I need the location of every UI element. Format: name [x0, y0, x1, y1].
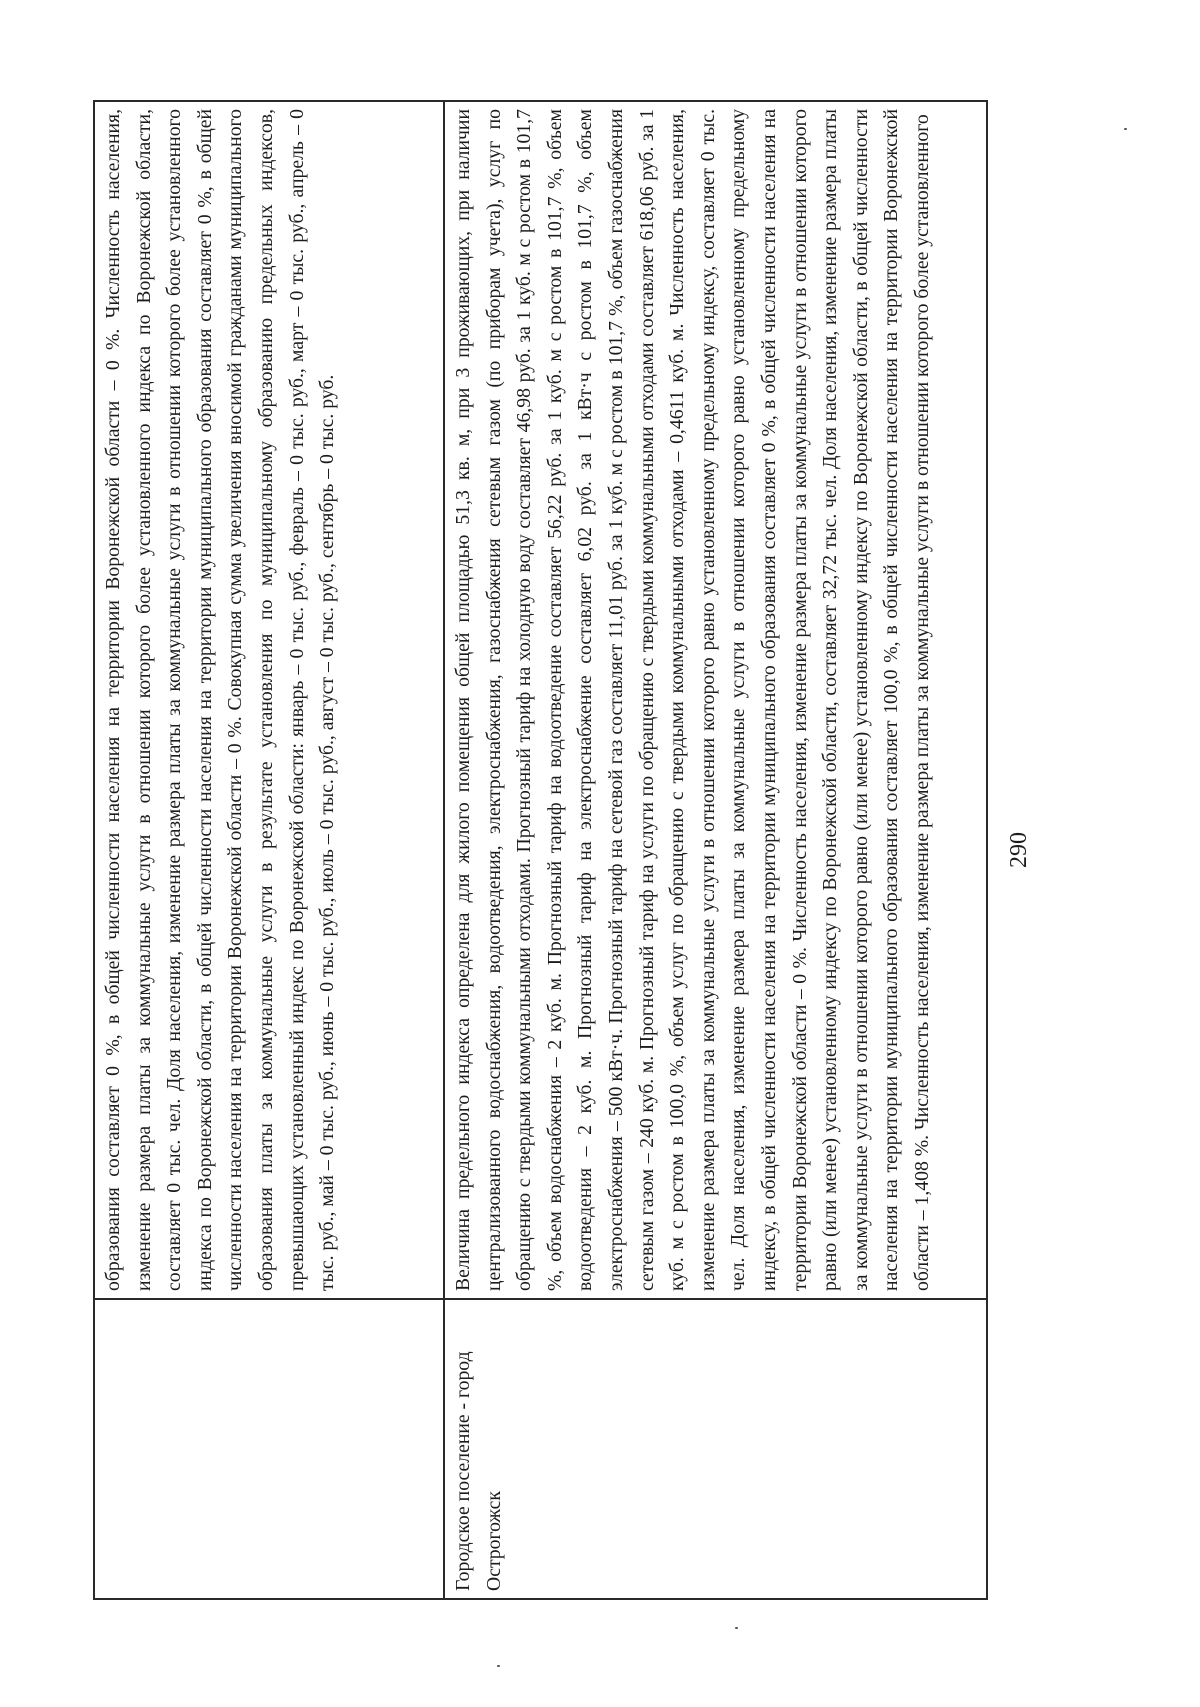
table-row	[94, 101, 444, 1599]
page-number: 290	[1006, 832, 1032, 868]
description-cell: образования составляет 0 %, в общей численности населения на территории Воронежской области – 0 %. Численность населения, изменение размера платы за коммунальные услуги в отношении которого более установленного индекса по Воронежской области, составляет 0 тыс. чел. Доля населения, изменение размера платы за коммунальные услуги в отношении которого более установленного индекса по Воронежской области, в общей численности населения на территории муниципального образования составляет 0 %, в общей численности населения на территории Воронежской области – 0 %. Совокупная сумма увеличения вносимой гражданами муниципального образования платы за коммунальные услуги в результате установления по муниципальному образованию предельных индексов, превышающих установленный индекс по Воронежской области: январь – 0 тыс. руб., февраль – 0 тыс. руб., март – 0 тыс. руб., апрель – 0 тыс. руб., май – 0 тыс. руб., июнь – 0 тыс. руб., июль – 0 тыс. руб., август – 0 тыс. руб., сентябрь – 0 тыс. руб.	[94, 101, 444, 1299]
tariff-table	[93, 100, 988, 1600]
municipality-cell	[94, 1299, 444, 1599]
scan-speck	[735, 1627, 738, 1629]
scanned-page	[93, 100, 1098, 1600]
table-row	[444, 101, 987, 1599]
municipality-cell: Городское поселение - город Острогожск	[444, 1299, 987, 1599]
scan-speck	[497, 1665, 500, 1667]
description-cell: Величина предельного индекса определена для жилого помещения общей площадью 51,3 кв. м, при 3 проживающих, при наличии централизованного водоснабжения, водоотведения, электроснабжения, газоснабжения сетевым газом (по приборам учета), услуг по обращению с твердыми коммунальными отходами. Прогнозный тариф на холодную воду составляет 46,98 руб. за 1 куб. м с ростом в 101,7 %, объем водоснабжения – 2 куб. м. Прогнозный тариф на водоотведение составляет 56,22 руб. за 1 куб. м с ростом в 101,7 %, объем водоотведения – 2 куб. м. Прогнозный тариф на электроснабжение составляет 6,02 руб. за 1 кВт·ч с ростом в 101,7 %, объем электроснабжения – 500 кВт·ч. Прогнозный тариф на сетевой газ составляет 11,01 руб. за 1 куб. м с ростом в 101,7 %, объем газоснабжения сетевым газом – 240 куб. м. Прогнозный тариф на услуги по обращению с твердыми коммунальными отходами составляет 618,06 руб. за 1 куб. м с ростом в 100,0 %, объем услуг по обращению с твердыми коммунальными отходами – 0,4611 куб. м. Численность населения, изменение размера платы за коммунальные услуги в отношении которого равно установленному предельному индексу, составляет 0 тыс. чел. Доля населения, изменение размера платы за коммунальные услуги в отношении которого равно установленному предельному индексу, в общей численности населения на территории муниципального образования составляет 0 %, в общей численности населения на территории Воронежской области – 0 %. Численность населения, изменение размера платы за коммунальные услуги в отношении которого равно (или менее) установленному индексу по Воронежской области, составляет 32,72 тыс. чел. Доля населения, изменение размера платы за коммунальные услуги в отношении которого равно (или менее) установленному индексу по Воронежской области, в общей численности населения на территории муниципального образования составляет 100,0 %, в общей численности населения на территории Воронежской области – 1,408 %. Численность населения, изменение размера платы за коммунальные услуги в отношении которого более установленного	[444, 101, 987, 1299]
scan-speck	[1124, 128, 1127, 130]
